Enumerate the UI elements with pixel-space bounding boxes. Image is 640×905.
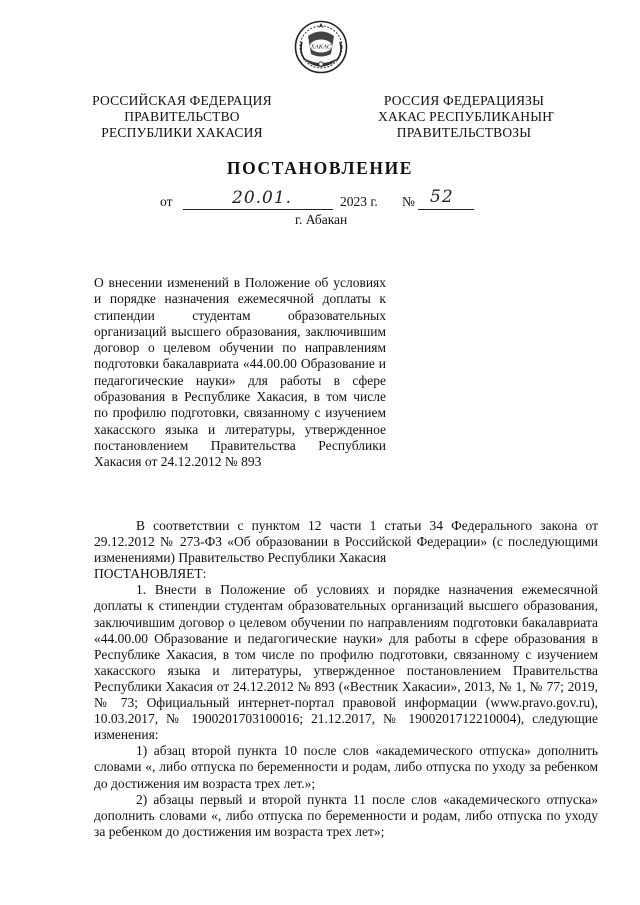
header-right (378, 93, 554, 141)
header-left-line: РОССИЙСКАЯ ФЕДЕРАЦИЯ (92, 93, 272, 108)
header-right-line: ХАКАС РЕСПУБЛИКАНЫҤ (378, 109, 554, 124)
resolves-paragraph: ПОСТАНОВЛЯЕТ: (94, 566, 207, 582)
date-year: 2023 г. (340, 194, 378, 209)
header-left (92, 93, 272, 141)
header-left-line: ПРАВИТЕЛЬСТВО (124, 109, 240, 124)
item-1-paragraph: 1. Внести в Положение об условиях и порядке назначения ежемесячной доплаты к стипендии студентам образовательных организаций высшего образования, заключившим договор о целевом обучении по направлениям подготовки бакалавриата «44.00.00 Образование и педагогические науки» для работы в сфере образования в Республике Хакасия, в том числе по профилю подготовки, связанному с изучением хакасского языка и литературы, утвержденное постановлением Правительства Республики Хакасия от 24.12.2012 № 893 («Вестник Хакасии», 2013, № 1, № 77; 2019, № 73; Официальный интернет-портал правовой информации (www.pravo.gov.ru), 10.03.2017, № 1900201703100016; 21.12.2017, № 1900201712210004), следующие изменения: (94, 582, 598, 743)
header-left-line: РЕСПУБЛИКИ ХАКАСИЯ (101, 125, 263, 140)
subitem-2-paragraph: 2) абзацы первый и второй пункта 11 после слов «академического отпуска» дополнить словами «, либо отпуска по беременности и родам, либо отпуска по уходу за ребенком до достижения им возраста трех лет»; (94, 791, 598, 839)
subitem-1-paragraph: 1) абзац второй пункта 10 после слов «академического отпуска» дополнить словами «, либо отпуска по беременности и родам, либо отпуска по уходу за ребенком до достижения им возраста трех лет.»; (94, 743, 598, 791)
document-subject: О внесении изменений в Положение об условиях и порядке назначения ежемесячной доплаты к стипендии студентам образовательных организаций высшего образования, заключившим договор о целевом обучении по направлениям подготовки бакалавриата «44.00.00 Образование и педагогические науки» для работы в сфере образования в Республике Хакасия, в том числе по профилю подготовки, связанному с изучением хакасского языка и литературы, утвержденное постановлением Правительства Республики Хакасия от 24.12.2012 № 893 (94, 275, 386, 470)
coat-of-arms-icon (294, 20, 348, 74)
date-underline (183, 209, 333, 210)
date-from-label: от (160, 194, 173, 209)
number-underline (418, 209, 474, 210)
handwritten-number: 52 (430, 187, 454, 207)
document-title: ПОСТАНОВЛЕНИЕ (226, 158, 414, 178)
handwritten-date: 20.01. (232, 188, 293, 208)
document-body (94, 518, 598, 840)
city-name: г. Абакан (295, 212, 348, 227)
header-right-line: ПРАВИТЕЛЬСТВОЗЫ (396, 125, 532, 140)
header-right-line: РОССИЯ ФЕДЕРАЦИЯЗЫ (383, 93, 545, 108)
emblem-text: ХАКАС (310, 43, 332, 51)
number-label: № (402, 194, 415, 209)
preamble-paragraph: В соответствии с пунктом 12 части 1 статьи 34 Федерального закона от 29.12.2012 № 273-ФЗ «Об образовании в Российской Федерации» (с последующими изменениями) Правительство Республики Хакасия (94, 518, 598, 566)
